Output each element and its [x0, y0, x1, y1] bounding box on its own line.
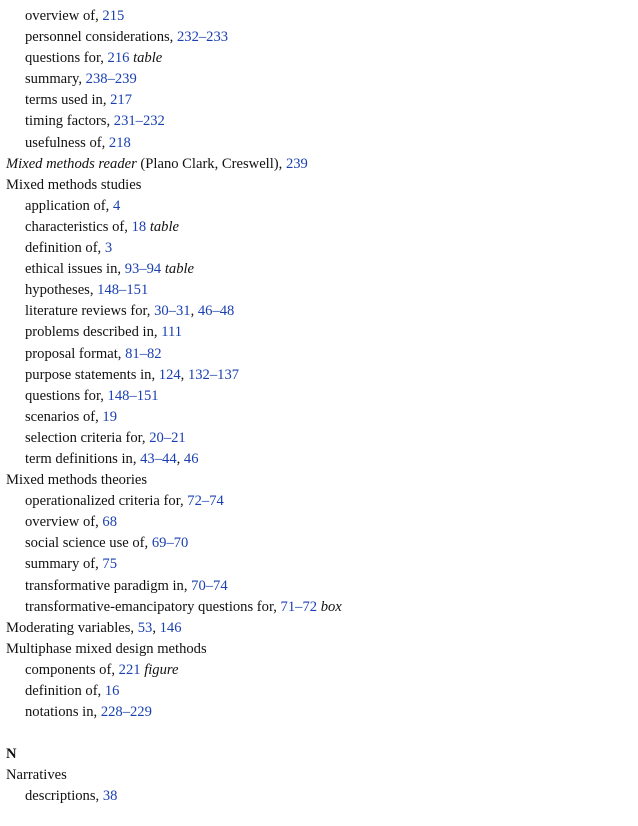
- entry-text: overview of,: [25, 8, 103, 24]
- index-sub-entry: [6, 660, 632, 681]
- page-reference-link[interactable]: 69–70: [151, 535, 189, 552]
- entry-text: descriptions,: [25, 788, 103, 805]
- index-sub-entry: [6, 48, 632, 69]
- entry-text: ,: [152, 619, 160, 636]
- index-sub-entry: [6, 6, 632, 27]
- entry-text: Narratives: [6, 767, 67, 784]
- entry-text: notations in,: [25, 704, 101, 721]
- page-reference-link[interactable]: 4: [112, 197, 121, 214]
- entry-text: selection criteria for,: [25, 429, 150, 446]
- entry-text: purpose statements in,: [25, 366, 159, 383]
- entry-text: personnel considerations,: [25, 29, 177, 46]
- index-sub-entry: [6, 428, 632, 449]
- entry-text: ,: [180, 366, 188, 383]
- entry-text: ethical issues in,: [25, 261, 125, 278]
- page-reference-link[interactable]: 239: [285, 155, 308, 172]
- entry-text: (Plano Clark, Creswell),: [136, 155, 286, 172]
- page-reference-link[interactable]: 68: [102, 514, 117, 531]
- index-sub-entry: [6, 407, 632, 428]
- page-reference-link[interactable]: 221: [118, 661, 141, 678]
- index-sub-entry: [6, 196, 632, 217]
- entry-text: transformative-emancipatory questions for,: [25, 598, 281, 615]
- page-reference-link[interactable]: 132–137: [187, 366, 240, 383]
- page-reference-link[interactable]: 46–48: [197, 303, 235, 320]
- entry-text: Mixed methods studies: [6, 176, 142, 193]
- index-main-entry: [6, 470, 632, 491]
- entry-text: summary of,: [25, 556, 103, 573]
- page-reference-link[interactable]: 43–44: [140, 450, 177, 467]
- page-reference-link[interactable]: 228–229: [100, 704, 152, 721]
- index-sub-entry: [6, 597, 632, 618]
- page-reference-link[interactable]: 93–94: [124, 261, 162, 278]
- index-sub-entry: [6, 27, 632, 48]
- page-reference-link[interactable]: 111: [161, 324, 182, 341]
- page-reference-link[interactable]: 232–233: [176, 29, 229, 46]
- index-sub-entry: [6, 702, 632, 723]
- page-reference-link[interactable]: 124: [158, 366, 181, 383]
- page-reference-link[interactable]: 53: [137, 619, 153, 636]
- entry-text: terms used in,: [25, 92, 111, 109]
- index-main-entry: [6, 175, 632, 196]
- index-sub-entry: [6, 533, 632, 554]
- entry-text: definition of,: [25, 240, 105, 257]
- index-sub-entry: [6, 681, 632, 702]
- index-sub-entry: [6, 344, 632, 365]
- page-reference-link[interactable]: 81–82: [125, 345, 162, 362]
- page-reference-link[interactable]: 19: [102, 408, 117, 425]
- index-sub-entry: [6, 786, 632, 807]
- page-reference-link[interactable]: 215: [102, 8, 125, 24]
- section-gap: [6, 723, 632, 744]
- index-main-entry: [6, 154, 632, 175]
- section-letter-heading: N: [6, 746, 17, 763]
- index-sub-entry: [6, 280, 632, 301]
- entry-text: Mixed methods theories: [6, 472, 148, 489]
- page-reference-link[interactable]: 18: [131, 218, 147, 235]
- page-reference-link[interactable]: 16: [104, 683, 120, 699]
- index-sub-entry: [6, 238, 632, 259]
- page-reference-link[interactable]: 72–74: [187, 493, 224, 510]
- index-sub-entry: [6, 90, 632, 111]
- entry-text: summary,: [25, 71, 86, 88]
- index-sub-entry: [6, 69, 632, 90]
- page-reference-link[interactable]: 218: [108, 134, 131, 151]
- entry-text: hypotheses,: [25, 282, 98, 299]
- entry-qualifier: box: [320, 598, 342, 615]
- index-main-entry: [6, 639, 632, 660]
- page-reference-link[interactable]: 238–239: [85, 71, 137, 88]
- page-reference-link[interactable]: 38: [102, 788, 118, 805]
- page-reference-link[interactable]: 216: [107, 50, 130, 67]
- page-reference-link[interactable]: 30–31: [154, 303, 191, 320]
- index-page: [6, 6, 632, 808]
- index-sub-entry: [6, 576, 632, 597]
- entry-qualifier: Mixed methods reader: [6, 155, 137, 172]
- entry-qualifier: table: [133, 50, 163, 67]
- entry-text: transformative paradigm in,: [25, 577, 192, 594]
- index-sub-entry: [6, 301, 632, 322]
- entry-qualifier: table: [164, 261, 195, 278]
- page-reference-link[interactable]: 148–151: [107, 387, 159, 404]
- entry-text: operationalized criteria for,: [25, 493, 188, 510]
- index-sub-entry: [6, 491, 632, 512]
- page-reference-link[interactable]: 217: [110, 92, 133, 109]
- page-reference-link[interactable]: 231–232: [113, 113, 165, 130]
- entry-text: characteristics of,: [25, 218, 132, 235]
- index-sub-entry: [6, 133, 632, 154]
- entry-text: application of,: [25, 197, 113, 214]
- entry-text: usefulness of,: [25, 134, 109, 151]
- entry-text: ,: [190, 303, 198, 320]
- page-reference-link[interactable]: 70–74: [191, 577, 228, 594]
- entry-text: questions for,: [25, 50, 108, 67]
- index-sub-entry: [6, 512, 632, 533]
- page-reference-link[interactable]: 3: [104, 240, 113, 257]
- entry-text: timing factors,: [25, 113, 114, 130]
- page-reference-link[interactable]: 148–151: [97, 282, 149, 299]
- index-main-entry: [6, 765, 632, 786]
- entry-text: overview of,: [25, 514, 103, 531]
- index-sub-entry: [6, 217, 632, 238]
- entry-text: ,: [176, 450, 184, 467]
- index-main-entry: [6, 618, 632, 639]
- index-sub-entry: [6, 111, 632, 132]
- page-reference-link[interactable]: 71–72: [280, 598, 318, 615]
- entry-qualifier: figure: [144, 661, 179, 678]
- entry-qualifier: table: [149, 218, 179, 235]
- page-reference-link[interactable]: 20–21: [149, 429, 186, 446]
- index-sub-entry: [6, 449, 632, 470]
- entry-text: questions for,: [25, 387, 108, 404]
- index-sub-entry: [6, 386, 632, 407]
- page-reference-link[interactable]: 46: [183, 450, 199, 467]
- index-sub-entry: [6, 365, 632, 386]
- page-reference-link[interactable]: 146: [159, 619, 182, 636]
- entry-text: definition of,: [25, 683, 105, 699]
- index-sub-entry: [6, 259, 632, 280]
- entry-text: problems described in,: [25, 324, 162, 341]
- entry-text: Multiphase mixed design methods: [6, 640, 207, 657]
- entry-text: scenarios of,: [25, 408, 103, 425]
- entry-text: literature reviews for,: [25, 303, 155, 320]
- page-reference-link[interactable]: 75: [102, 556, 118, 573]
- index-sub-entry: [6, 322, 632, 343]
- entry-text: term definitions in,: [25, 450, 141, 467]
- index-sub-entry: [6, 554, 632, 575]
- entry-text: social science use of,: [25, 535, 152, 552]
- entry-text: components of,: [25, 661, 119, 678]
- entry-text: Moderating variables,: [6, 619, 138, 636]
- entry-text: proposal format,: [25, 345, 126, 362]
